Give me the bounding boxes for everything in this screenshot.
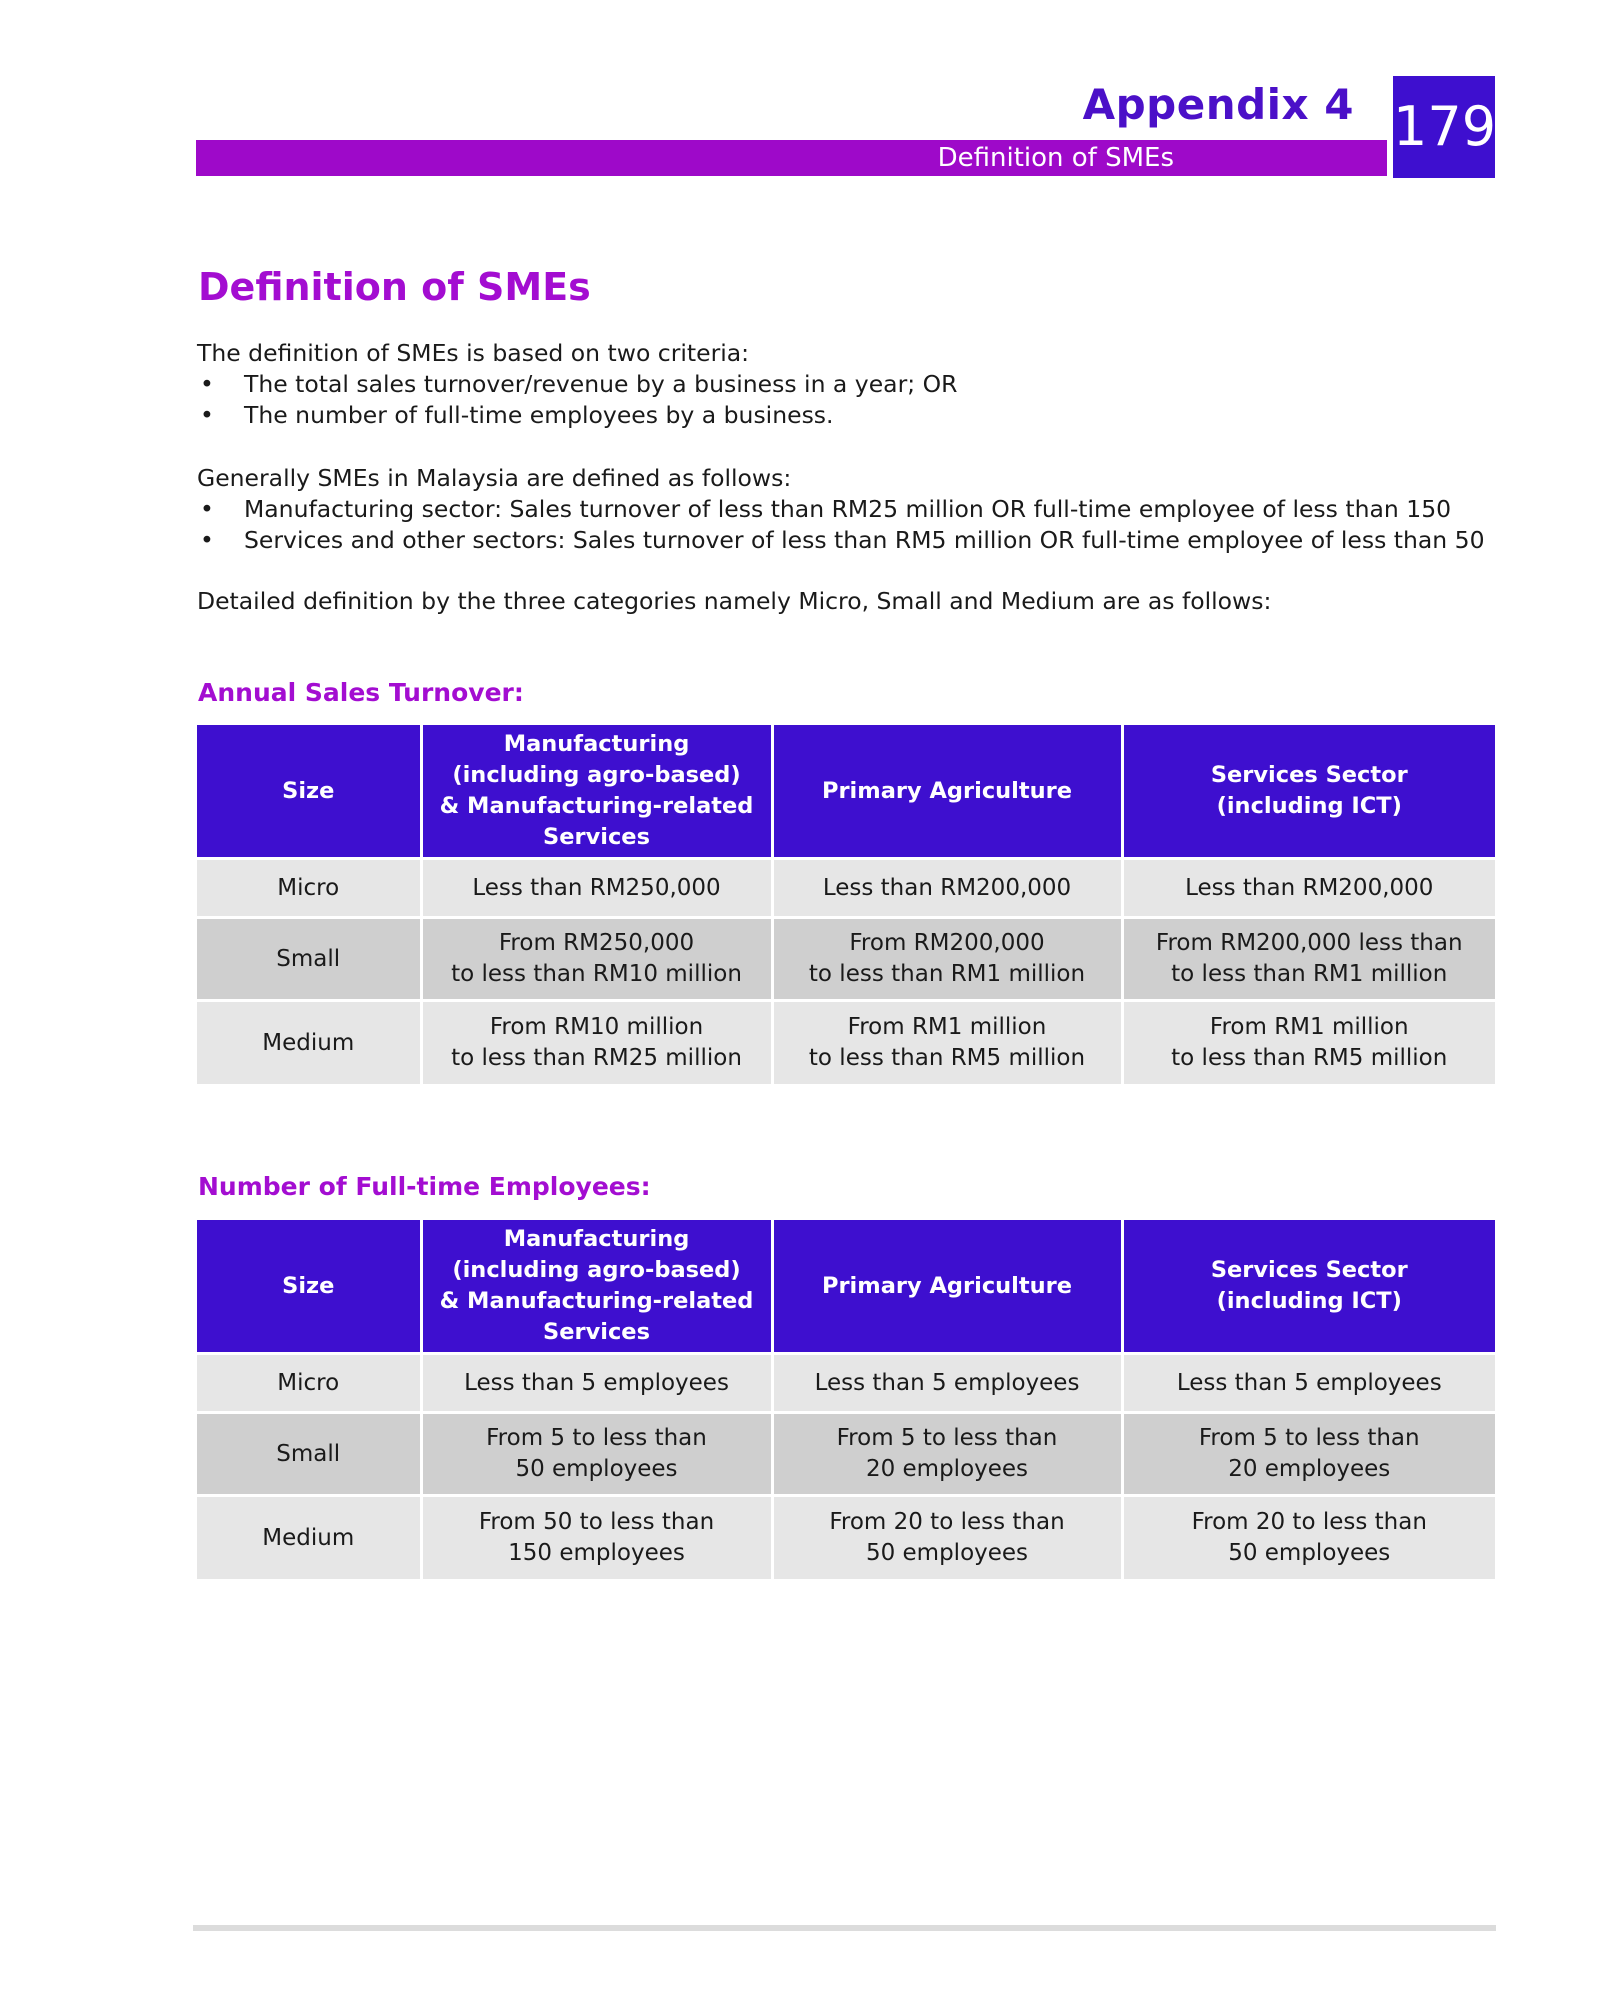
appendix-title: Appendix 4	[1082, 80, 1354, 129]
table-row	[197, 1001, 1495, 1086]
general-lead: Generally SMEs in Malaysia are defined as follows:	[197, 464, 792, 492]
employees-table-title: Number of Full-time Employees:	[198, 1172, 651, 1201]
table-cell: From 5 to less than 20 employees	[772, 1413, 1122, 1496]
bullet-glyph: •	[200, 370, 214, 398]
list-item: • Manufacturing sector: Sales turnover of less than RM25 million OR full-time employee of less than 150	[200, 495, 1452, 523]
header-bar	[196, 140, 1387, 176]
size-cell: Micro	[197, 859, 421, 918]
section-title: Definition of SMEs	[198, 265, 591, 309]
table-header-row	[197, 1220, 1495, 1354]
table-row	[197, 918, 1495, 1001]
column-header: Services Sector (including ICT)	[1122, 1220, 1495, 1354]
intro-block	[197, 338, 1497, 431]
header-subtitle: Definition of SMEs	[937, 143, 1174, 173]
bullet-glyph: •	[200, 526, 214, 554]
footer-rule	[193, 1925, 1496, 1931]
employees-table	[197, 1220, 1495, 1582]
general-bullet-list	[197, 494, 1497, 556]
list-item: • Services and other sectors: Sales turnover of less than RM5 million OR full-time employee of less than 50	[200, 526, 1485, 554]
column-header: Primary Agriculture	[772, 1220, 1122, 1354]
column-header: Size	[197, 725, 421, 859]
table-cell: From 20 to less than 50 employees	[772, 1496, 1122, 1581]
list-item: • The total sales turnover/revenue by a business in a year; OR	[200, 370, 958, 398]
table-cell: Less than RM200,000	[772, 859, 1122, 918]
table-header-row	[197, 725, 1495, 859]
table-cell: From 50 to less than 150 employees	[421, 1496, 772, 1581]
table-row	[197, 1496, 1495, 1581]
size-cell: Small	[197, 1413, 421, 1496]
sales-table-title: Annual Sales Turnover:	[198, 678, 524, 707]
table-cell: From RM1 million to less than RM5 million	[772, 1001, 1122, 1086]
table-cell: Less than 5 employees	[1122, 1354, 1495, 1413]
detail-block	[197, 586, 1497, 617]
table-cell: Less than RM250,000	[421, 859, 772, 918]
table-cell: From 5 to less than 20 employees	[1122, 1413, 1495, 1496]
list-item: • The number of full-time employees by a business.	[200, 401, 834, 429]
column-header: Manufacturing (including agro-based) & Manufacturing-related Services	[421, 725, 772, 859]
column-header: Services Sector (including ICT)	[1122, 725, 1495, 859]
sales-turnover-table	[197, 725, 1495, 1087]
intro-lead: The definition of SMEs is based on two criteria:	[197, 339, 750, 367]
table-cell: From 20 to less than 50 employees	[1122, 1496, 1495, 1581]
table-cell: From RM10 million to less than RM25 million	[421, 1001, 772, 1086]
size-cell: Micro	[197, 1354, 421, 1413]
column-header: Size	[197, 1220, 421, 1354]
size-cell: Medium	[197, 1001, 421, 1086]
table-cell: From RM250,000 to less than RM10 million	[421, 918, 772, 1001]
general-block	[197, 463, 1497, 556]
table-row	[197, 1354, 1495, 1413]
size-cell: Medium	[197, 1496, 421, 1581]
size-cell: Small	[197, 918, 421, 1001]
bullet-glyph: •	[200, 495, 214, 523]
table-cell: Less than RM200,000	[1122, 859, 1495, 918]
table-row	[197, 1413, 1495, 1496]
table-cell: From RM200,000 to less than RM1 million	[772, 918, 1122, 1001]
intro-bullet-list	[197, 369, 1497, 431]
table-cell: From 5 to less than 50 employees	[421, 1413, 772, 1496]
table-row	[197, 859, 1495, 918]
column-header: Primary Agriculture	[772, 725, 1122, 859]
detail-text: Detailed definition by the three categories namely Micro, Small and Medium are as follows:	[197, 587, 1272, 615]
table-cell: Less than 5 employees	[421, 1354, 772, 1413]
table-cell: Less than 5 employees	[772, 1354, 1122, 1413]
page-number: 179	[1393, 76, 1495, 178]
table-cell: From RM1 million to less than RM5 million	[1122, 1001, 1495, 1086]
table-cell: From RM200,000 less than to less than RM1 million	[1122, 918, 1495, 1001]
bullet-glyph: •	[200, 401, 214, 429]
column-header: Manufacturing (including agro-based) & Manufacturing-related Services	[421, 1220, 772, 1354]
